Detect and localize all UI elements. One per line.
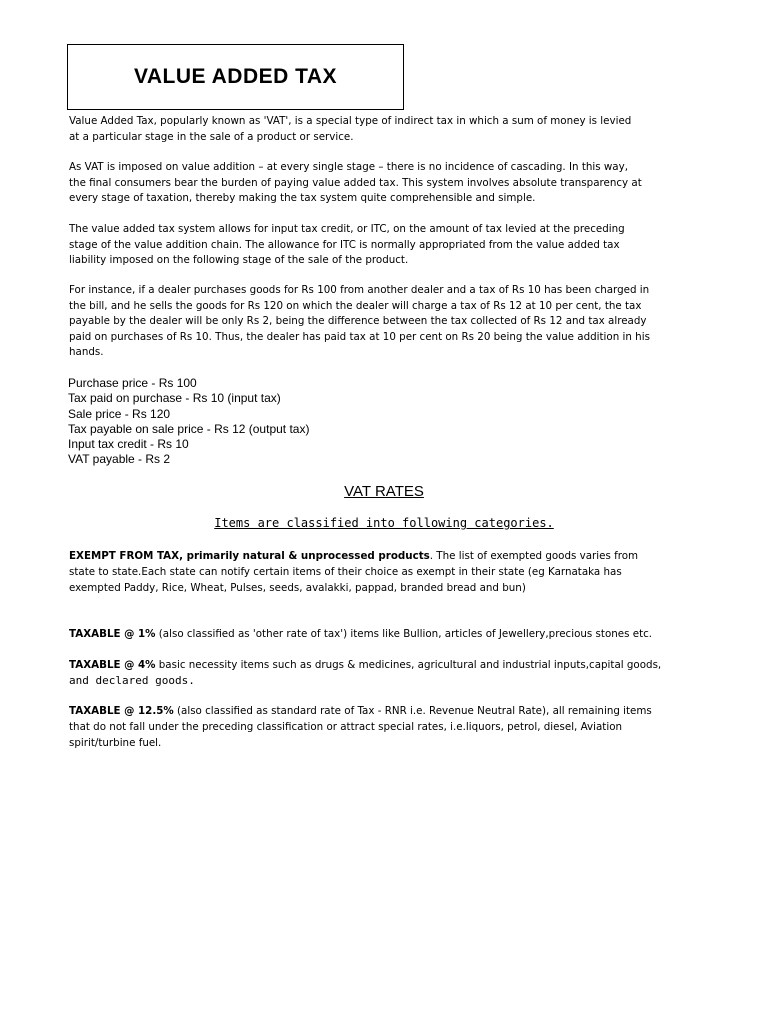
- text-line: liability imposed on the following stage of the sale of the product.: [69, 254, 409, 266]
- text-line: [69, 548, 689, 564]
- categories-intro: Items are classified into following categories.: [214, 516, 554, 530]
- category-text: basic necessity items such as drugs & medicines, agricultural and industrial inputs,capital goods,: [155, 659, 662, 671]
- calculation-line: Sale price - Rs 120: [68, 406, 171, 421]
- calculation-line: Tax payable on sale price - Rs 12 (output tax): [68, 421, 310, 436]
- calculation-list: [68, 376, 468, 468]
- cascading-paragraph: [69, 160, 669, 207]
- text-line: every stage of taxation, thereby making the tax system quite comprehensible and simple.: [69, 192, 536, 204]
- text-line: For instance, if a dealer purchases goods for Rs 100 from another dealer and a tax of Rs 10 has been charged in: [69, 284, 650, 296]
- category-label: EXEMPT FROM TAX, primarily natural & unprocessed products: [69, 550, 430, 562]
- itc-paragraph: [69, 222, 669, 269]
- category-label: TAXABLE @ 1%: [69, 628, 156, 640]
- intro-paragraph: [69, 114, 669, 145]
- text-line: The value added tax system allows for input tax credit, or ITC, on the amount of tax levied at the preceding: [69, 223, 625, 235]
- category-one-percent: [69, 626, 689, 642]
- document-title: VALUE ADDED TAX: [133, 65, 338, 88]
- text-line: the bill, and he sells the goods for Rs 120 on which the dealer will charge a tax of Rs 12 at 10 per cent, the tax: [69, 299, 642, 312]
- category-twelve-half-percent: [69, 703, 689, 751]
- category-four-percent: [69, 657, 689, 689]
- calculation-line: Input tax credit - Rs 10: [68, 437, 189, 452]
- text-line: and declared goods.: [69, 674, 195, 687]
- text-line: stage of the value addition chain. The allowance for ITC is normally appropriated from the value added tax: [69, 238, 620, 251]
- text-line: that do not fall under the preceding classification or attract special rates, i.e.liquors, petrol, diesel, Aviation: [69, 721, 623, 733]
- vat-rates-heading: VAT RATES: [344, 483, 424, 500]
- category-label: TAXABLE @ 4%: [69, 659, 156, 671]
- category-text: . The list of exempted goods varies from: [429, 550, 639, 562]
- text-line: at a particular stage in the sale of a product or service.: [69, 130, 354, 143]
- text-line: hands.: [69, 346, 104, 358]
- calculation-line: VAT payable - Rs 2: [68, 452, 171, 467]
- text-line: payable by the dealer will be only Rs 2, being the difference between the tax collected of Rs 12 and tax already: [69, 315, 647, 327]
- example-paragraph: [69, 283, 669, 361]
- title-box: [67, 44, 404, 110]
- text-line: [69, 703, 689, 719]
- category-label: TAXABLE @ 12.5%: [69, 705, 174, 717]
- text-line: exempted Paddy, Rice, Wheat, Pulses, seeds, avalakki, pappad, branded bread and bun): [69, 582, 526, 594]
- text-line: [69, 626, 689, 642]
- text-line: Value Added Tax, popularly known as 'VAT', is a special type of indirect tax in which a sum of money is levied: [69, 115, 632, 127]
- text-line: state to state.Each state can notify certain items of their choice as exempt in their state (eg Karnataka has: [69, 566, 622, 578]
- calculation-line: Purchase price - Rs 100: [68, 376, 197, 390]
- category-text: (also classified as standard rate of Tax - RNR i.e. Revenue Neutral Rate), all remaining items: [173, 705, 652, 717]
- category-text: (also classified as 'other rate of tax') items like Bullion, articles of Jewellery,precious stones etc.: [155, 628, 653, 640]
- text-line: paid on purchases of Rs 10. Thus, the dealer has paid tax at 10 per cent on Rs 20 being the value addition in his: [69, 330, 650, 343]
- category-exempt: [69, 548, 689, 596]
- text-line: the final consumers bear the burden of paying value added tax. This system involves absolute transparency at: [69, 176, 642, 189]
- text-line: spirit/turbine fuel.: [69, 737, 162, 749]
- calculation-line: Tax paid on purchase - Rs 10 (input tax): [68, 391, 281, 406]
- text-line: As VAT is imposed on value addition – at every single stage – there is no incidence of cascading. In this way,: [69, 161, 628, 173]
- text-line: [69, 657, 689, 673]
